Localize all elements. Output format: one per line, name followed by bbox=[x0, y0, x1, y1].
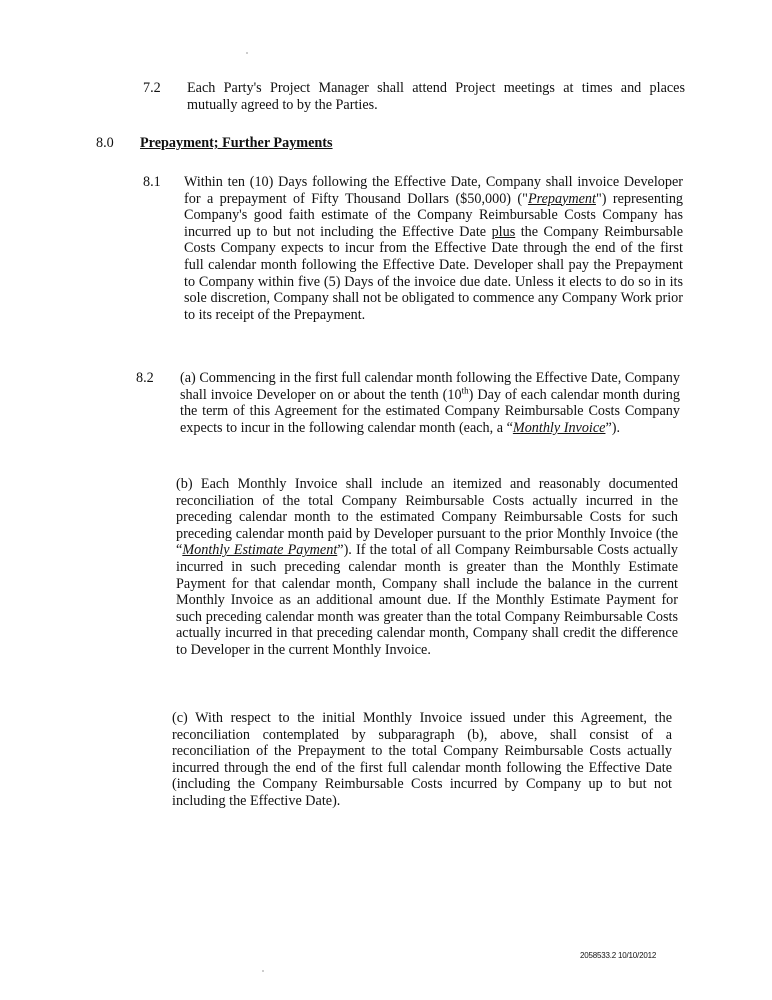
defined-term-monthly-invoice: Monthly Invoice bbox=[512, 419, 606, 436]
scan-speck bbox=[246, 52, 248, 54]
text-run: the Company Reimbursable Costs Company expects to incur from the Effective Date through the end of the first full calendar month following the Effective Date. Developer shall pay the Prepayment to Company within five (5) Days of the invoice due date. Unless it elects to do so in its sole discretion, Company shall not be obligated to commence any Company Work prior to its receipt of the Prepayment. bbox=[184, 223, 683, 323]
section-8-2-paragraph-c: (c) With respect to the initial Monthly Invoice issued under this Agreement, the reconciliation contemplated by subparagraph (b), above, shall consist of a reconciliation of the Prepayment to the total Company Reimbursable Costs actually incurred through the end of the first full calendar month following the Effective Date (including the Company Reimbursable Costs incurred by Company up to but not including the Effective Date). bbox=[172, 710, 672, 809]
text-run: Within ten (10) Days following the Effective Date, Company shall invoice Developer for a prepayment of Fifty Thousand Dollars ($50,000) (" bbox=[184, 174, 683, 207]
text-run: (b) Each Monthly Invoice shall include an itemized and reasonably documented reconciliation of the total Company Reimbursable Costs actually incurred in the preceding calendar month to the estimated Company Reimbursable Costs for such preceding calendar month paid by Developer pursuant to the prior Monthly Invoice (the “ bbox=[176, 476, 678, 559]
defined-term-prepayment: Prepayment bbox=[527, 190, 596, 207]
section-8-1-paragraph bbox=[184, 174, 683, 323]
defined-term-monthly-estimate-payment: Monthly Estimate Payment bbox=[182, 542, 338, 559]
scan-speck bbox=[262, 970, 264, 972]
text-run: ") representing Company's good faith estimate of the Company Reimbursable Costs Company has incurred up to but not including the Effective Date bbox=[184, 190, 684, 240]
ordinal-suffix: th bbox=[461, 384, 469, 395]
section-8-2-paragraph-a bbox=[180, 370, 680, 436]
text-run: ”). bbox=[605, 419, 621, 436]
section-number-8-0: 8.0 bbox=[96, 135, 114, 151]
text-run: (a) Commencing in the first full calendar month following the Effective Date, Company shall invoice Developer on or about the tenth (10 bbox=[180, 370, 680, 403]
document-footer-id: 2058533.2 10/10/2012 bbox=[580, 951, 657, 960]
section-number-8-1: 8.1 bbox=[143, 174, 161, 190]
section-8-2-paragraph-b bbox=[176, 476, 678, 659]
section-number-7-2: 7.2 bbox=[143, 80, 161, 96]
section-heading-prepayment: Prepayment; Further Payments bbox=[140, 135, 333, 151]
text-run: ) Day of each calendar month during the term of this Agreement for the estimated Company Reimbursable Costs Company expects to incur in the following calendar month (each, a “ bbox=[180, 386, 680, 436]
section-7-2-text: Each Party's Project Manager shall attend Project meetings at times and places mutually agreed to by the Parties. bbox=[187, 80, 685, 113]
emphasis-plus: plus bbox=[491, 223, 516, 240]
text-run: ”). If the total of all Company Reimbursable Costs actually incurred in such preceding calendar month is greater than the Monthly Estimate Payment for that calendar month, Company shall include the balance in the current Monthly Invoice as an additional amount due. If the Monthly Estimate Payment for such preceding calendar month was greater than the total Company Reimbursable Costs actually incurred in that preceding calendar month, Company shall credit the difference to Developer in the current Monthly Invoice. bbox=[176, 542, 678, 658]
section-number-8-2: 8.2 bbox=[136, 370, 154, 386]
